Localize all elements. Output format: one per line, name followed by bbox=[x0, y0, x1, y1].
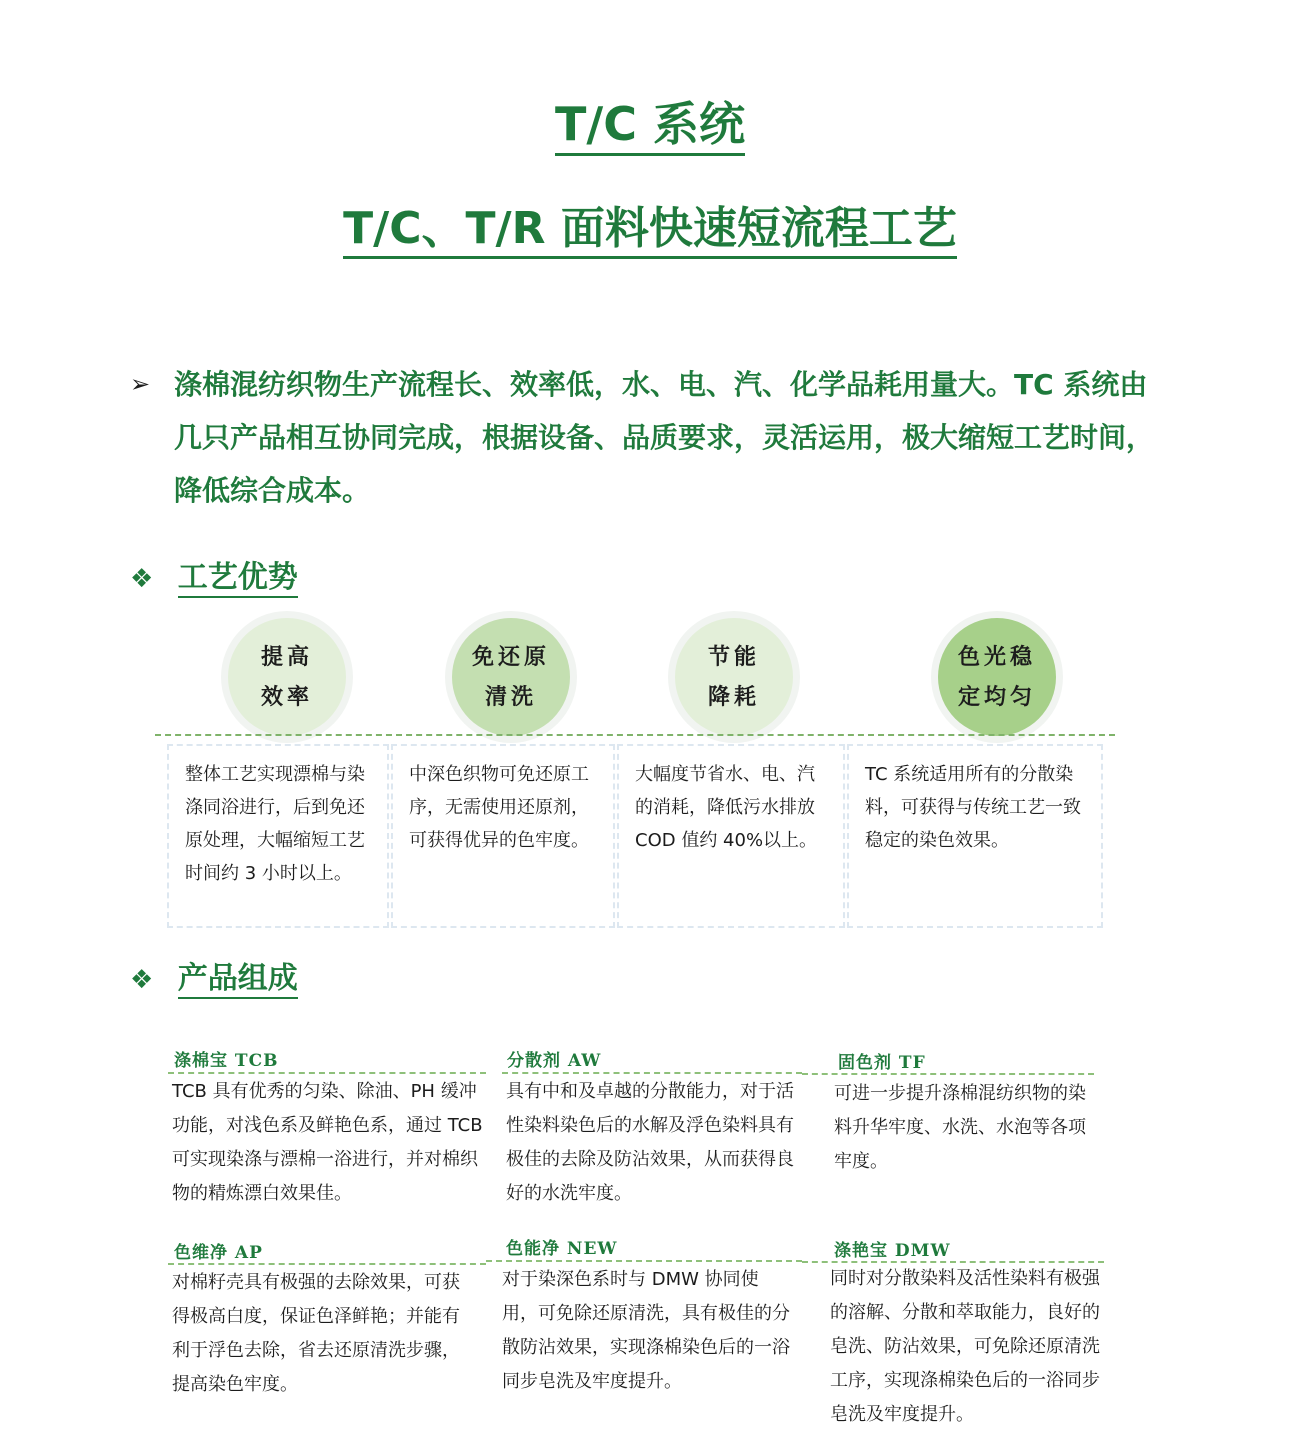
circle-line: 提高 bbox=[260, 644, 313, 670]
product-desc: 对棉籽壳具有极强的去除效果，可获得极高白度，保证色泽鲜艳；并能有利于浮色去除，省去还原清洗步骤，提高染色牢度。 bbox=[172, 1272, 460, 1395]
product-desc: 同时对分散染料及活性染料有极强的溶解、分散和萃取能力，良好的皂洗、防沾效果，可免除还原清洗工序，实现涤棉染色后的一浴同步皂洗及牢度提升。 bbox=[830, 1268, 1100, 1425]
diamond-bullet-icon: ❖ bbox=[130, 564, 154, 594]
circle-line: 降耗 bbox=[707, 684, 760, 710]
product-desc: 可进一步提升涤棉混纺织物的染料升华牢度、水洗、水泡等各项牢度。 bbox=[834, 1083, 1086, 1172]
advantage-circle-stable-shade bbox=[938, 618, 1056, 736]
intro-text: 涤棉混纺织物生产流程长、效率低，水、电、汽、化学品耗用量大。TC 系统由几只产品相互协同完成，根据设备、品质要求，灵活运用，极大缩短工艺时间，降低综合成本。 bbox=[174, 368, 1155, 507]
product-name: 分散剂 AW bbox=[507, 1051, 602, 1071]
advantages-divider bbox=[155, 734, 1115, 736]
sub-title: T/C、T/R 面料快速短流程工艺 bbox=[0, 192, 1300, 256]
advantage-box: 中深色织物可免还原工序，无需使用还原剂，可获得优异的色牢度。 bbox=[391, 744, 615, 928]
intro-paragraph bbox=[130, 358, 1170, 517]
circle-line: 效率 bbox=[260, 684, 313, 710]
advantage-circle-energy-saving bbox=[675, 618, 793, 736]
product-desc: 对于染深色系时与 DMW 协同使用，可免除还原清洗，具有极佳的分散防沾效果，实现涤棉染色后的一浴同步皂洗及牢度提升。 bbox=[502, 1269, 790, 1392]
product-name: 色能净 NEW bbox=[506, 1239, 618, 1259]
circle-line: 清洗 bbox=[484, 684, 537, 710]
product-name: 色维净 AP bbox=[174, 1243, 263, 1263]
product-name: 涤棉宝 TCB bbox=[174, 1051, 279, 1071]
product-divider bbox=[802, 1073, 1094, 1075]
product-name: 固色剂 TF bbox=[838, 1053, 926, 1073]
circle-line: 免还原 bbox=[471, 644, 550, 670]
advantage-box: 大幅度节省水、电、汽的消耗，降低污水排放 COD 值约 40%以上。 bbox=[617, 744, 845, 928]
circle-line: 色光稳 bbox=[957, 644, 1036, 670]
product-divider bbox=[502, 1072, 802, 1074]
arrow-bullet-icon: ➢ bbox=[130, 370, 151, 398]
product-desc: 具有中和及卓越的分散能力，对于活性染料染色后的水解及浮色染料具有极佳的去除及防沾效果，从而获得良好的水洗牢度。 bbox=[506, 1081, 794, 1204]
main-title: T/C 系统 bbox=[0, 88, 1300, 154]
product-name: 涤艳宝 DMW bbox=[834, 1241, 951, 1261]
advantage-circle-no-reduction bbox=[452, 618, 570, 736]
advantage-circle-efficiency bbox=[228, 618, 346, 736]
diamond-bullet-icon: ❖ bbox=[130, 965, 154, 995]
section-label: 产品组成 bbox=[178, 961, 298, 999]
section-label: 工艺优势 bbox=[178, 560, 298, 598]
product-desc: TCB 具有优秀的匀染、除油、PH 缓冲功能，对浅色系及鲜艳色系，通过 TCB 可实现染涤与漂棉一浴进行，并对棉织物的精炼漂白效果佳。 bbox=[172, 1081, 483, 1204]
product-divider bbox=[486, 1260, 802, 1262]
product-divider bbox=[168, 1263, 486, 1265]
advantage-box: TC 系统适用所有的分散染料，可获得与传统工艺一致稳定的染色效果。 bbox=[847, 744, 1103, 928]
circle-line: 节能 bbox=[707, 644, 760, 670]
product-divider bbox=[168, 1072, 486, 1074]
circle-line: 定均匀 bbox=[957, 684, 1036, 710]
advantage-box: 整体工艺实现漂棉与染涤同浴进行，后到免还原处理，大幅缩短工艺时间约 3 小时以上。 bbox=[167, 744, 389, 928]
section-heading-advantages bbox=[130, 552, 298, 596]
section-heading-products bbox=[130, 953, 298, 997]
